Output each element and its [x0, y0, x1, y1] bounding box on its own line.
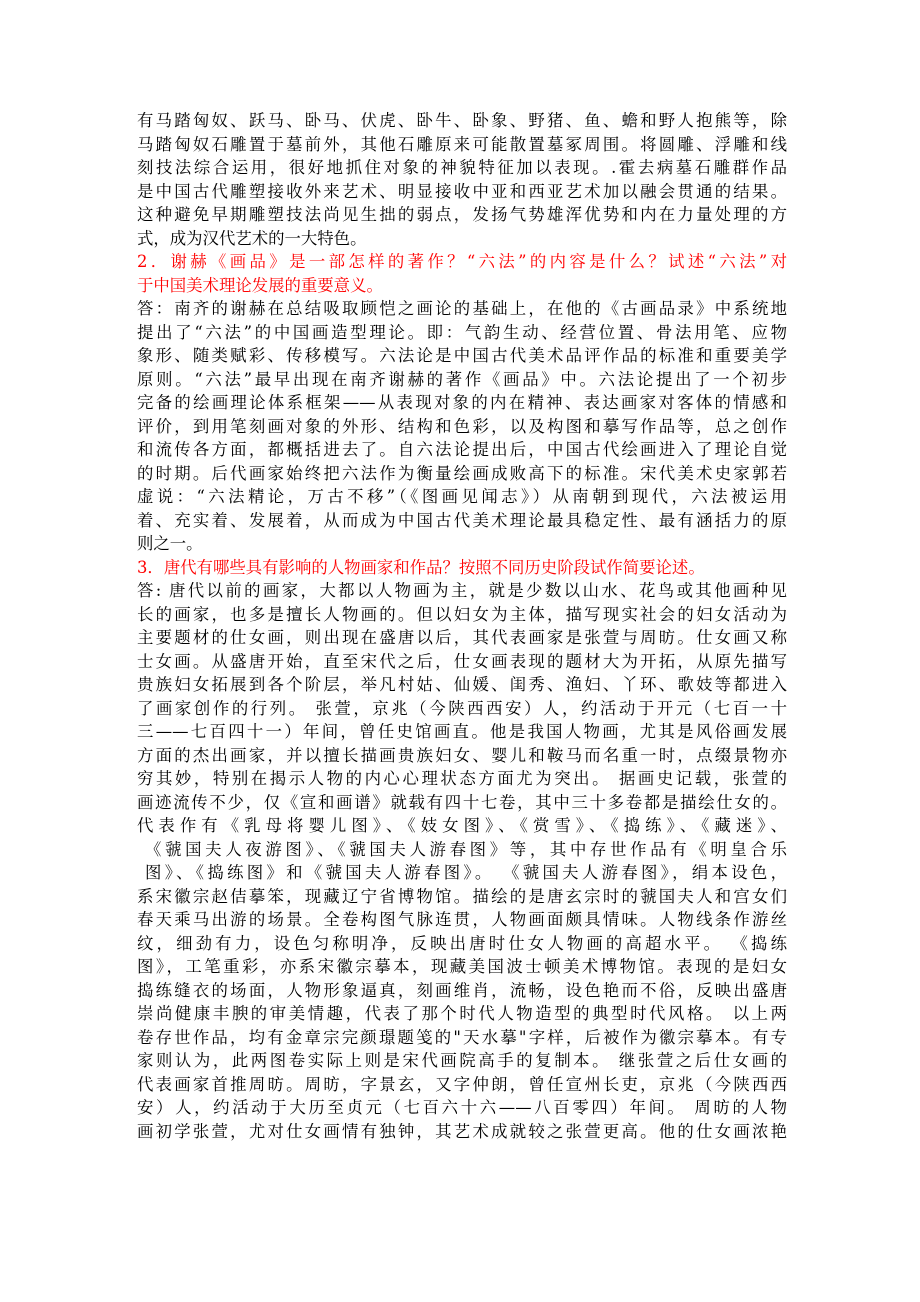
question-line: 2．谢赫《画品》是一部怎样的著作？“六法”的内容是什么？试述“六法”对 — [137, 252, 787, 271]
text-line: 着、充实着、发展着，从而成为中国古代美术理论最具稳定性、最有涵括力的原 — [137, 510, 787, 530]
text-line: 代表作有《乳母将婴儿图》、《妓女图》、《赏雪》、《捣练》、《藏迷》、 — [137, 816, 787, 835]
text-line: 象形、随类赋彩、传移模写。六法论是中国古代美术品评作品的标准和重要美学 — [137, 346, 787, 365]
question-2-xiehe-six-principles — [137, 250, 787, 297]
text-line: 代表画家首推周昉。周昉，字景玄，又字仲朗，曾任宣州长吏，京兆（今陕西西 — [137, 1074, 787, 1094]
text-line: 贵族妇女拓展到各个阶层，举凡村姑、仙媛、闺秀、渔妇、丫环、歌妓等都进入 — [137, 675, 787, 694]
question-line: 3．唐代有哪些具有影响的人物画家和作品？按照不同历史阶段试作简要论述。 — [137, 557, 705, 577]
text-line: 式，成为汉代艺术的一大特色。 — [137, 228, 367, 248]
text-line: 系宋徽宗赵佶摹笨，现藏辽宁省博物馆。描绘的是唐玄宗时的虢国夫人和宫女们 — [137, 886, 787, 906]
text-line: 主要题材的仕女画，则出现在盛唐以后，其代表画家是张萱与周昉。仕女画又称 — [137, 628, 787, 647]
text-line: 画迹流传不少，仅《宣和画谱》就载有四十七卷，其中三十多卷都是描绘仕女的。 — [137, 792, 787, 812]
text-line: 答: 唐代以前的画家，大都以人物画为主，就是少数以山水、花鸟或其他画种见 — [137, 581, 787, 600]
text-line: 士女画。从盛唐开始，直至宋代之后，仕女画表现的题材大为开拓，从原先描写 — [137, 651, 787, 671]
text-line: 是中国古代雕塑接收外来艺术、明显接收中亚和西亚艺术加以融会贯通的结果。 — [137, 181, 787, 201]
text-line: 和流传各方面，都概括进去了。自六法论提出后，中国古代绘画进入了理论自觉 — [137, 440, 787, 459]
text-line: 家则认为，此两图卷实际上则是宋代画院高手的复制本。 继张萱之后仕女画的 — [137, 1051, 787, 1070]
text-line: 提出了“六法”的中国画造型理论。即：气韵生动、经营位置、骨法用笔、应物 — [137, 322, 787, 342]
text-line: 这种避免早期雕塑技法尚见生拙的弱点，发扬气势雄浑优势和内在力量处理的方 — [137, 205, 787, 224]
text-line: 虚说：“六法精论，万古不移”（《图画见闻志》）从南朝到现代，六法被运用 — [137, 487, 787, 506]
text-line: 捣练缝衣的场面，人物形象逼真，刻画维肖，流畅，设色艳而不俗，反映出盛唐 — [137, 980, 787, 1000]
text-line: 完备的绘画理论体系框架——从表现对象的内在精神、表达画家对客体的情感和 — [137, 393, 787, 412]
text-line: 评价，到用笔刻画对象的外形、结构和色彩，以及构图和摹写作品等，总之创作 — [137, 416, 787, 436]
text-line: 画初学张萱，尤对仕女画情有独钟，其艺术成就较之张萱更高。他的仕女画浓艳 — [137, 1121, 787, 1141]
text-line: 春天乘马出游的场景。全卷构图气脉连贯，人物画面颇具情味。人物线条作游丝 — [137, 910, 787, 929]
paragraph-huoqubing-stone-carvings — [137, 109, 787, 250]
question-3-tang-figure-painters — [137, 556, 787, 580]
text-line: 方面的杰出画家，并以擅长描画贵族妇女、婴儿和鞍马而名重一时，点缀景物亦 — [137, 745, 787, 765]
text-line: 卷存世作品，均有金章宗完颜璟题笺的"天水摹"字样，后被作为徽宗摹本。有专 — [137, 1027, 787, 1047]
text-line: 崇尚健康丰腴的审美情趣，代表了那个时代人物造型的典型时代风格。 以上两 — [137, 1004, 787, 1023]
text-line: 刻技法综合运用，很好地抓住对象的神貌特征加以表现。.霍去病墓石雕群作品 — [137, 158, 787, 177]
text-line: 图》，工笔重彩，亦系宋徽宗摹本，现藏美国波士顿美术博物馆。表现的是妇女 — [137, 957, 787, 976]
answer-2-six-principles — [137, 297, 787, 556]
document-page — [137, 109, 787, 1143]
text-line: 马踏匈奴石雕置于墓前外，其他石雕原来可能散置墓冢周围。将圆雕、浮雕和线 — [137, 134, 787, 154]
text-line: 有马踏匈奴、跃马、卧马、伏虎、卧牛、卧象、野猪、鱼、蟾和野人抱熊等，除 — [137, 111, 787, 130]
text-line: 了画家创作的行列。 张萱，京兆（今陕西西安）人，约活动于开元（七百一十 — [137, 698, 787, 718]
text-line: 长的画家，也多是擅长人物画的。但以妇女为主体，描写现实社会的妇女活动为 — [137, 604, 787, 624]
text-line: 答：南齐的谢赫在总结吸取顾恺之画论的基础上，在他的《古画品录》中系统地 — [137, 299, 787, 318]
text-line: 《虢国夫人夜游图》、《虢国夫人游春图》等，其中存世作品有《明皇合乐 — [145, 839, 787, 859]
text-line: 三——七百四十一）年间，曾任史馆画直。他是我国人物画，尤其是风俗画发展 — [137, 722, 787, 741]
text-line: 纹，细劲有力，设色匀称明净，反映出唐时仕女人物画的高超水平。 《捣练 — [137, 933, 787, 953]
text-line: 的时期。后代画家始终把六法作为衡量绘画成败高下的标准。宋代美术史家郭若 — [137, 463, 787, 483]
text-line: 穷其妙，特别在揭示人物的内心心理状态方面尤为突出。 据画史记载，张萱的 — [137, 769, 787, 788]
question-line: 于中国美术理论发展的重要意义。 — [137, 275, 383, 295]
text-line: 图》、《捣练图》和《虢国夫人游春图》。 《虢国夫人游春图》，绢本设色， — [145, 863, 787, 882]
text-line: 原则。“六法”最早出现在南齐谢赫的著作《画品》中。六法论提出了一个初步 — [137, 369, 787, 389]
text-line: 则之一。 — [137, 534, 203, 553]
text-line: 安）人，约活动于大历至贞元（七百六十六——八百零四）年间。 周昉的人物 — [137, 1098, 787, 1117]
answer-3-tang-figure-painters — [137, 579, 787, 1143]
